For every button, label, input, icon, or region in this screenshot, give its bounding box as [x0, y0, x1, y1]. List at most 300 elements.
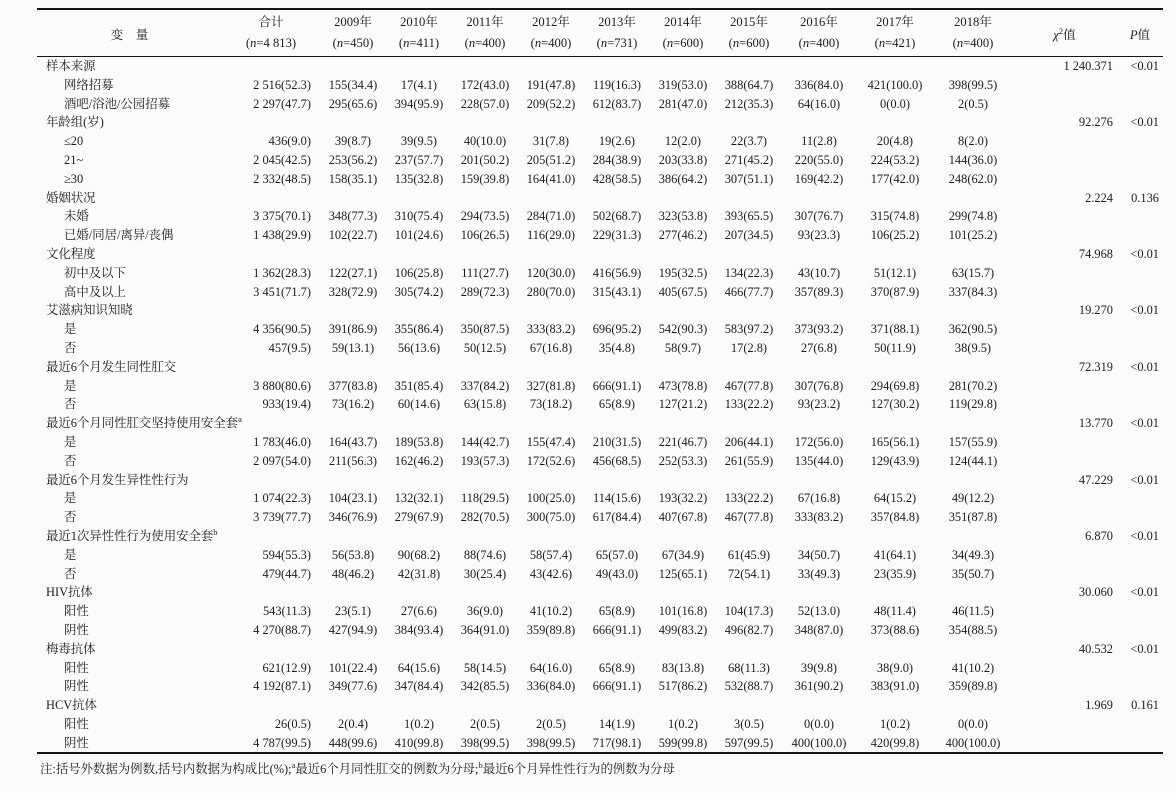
- data-cell: 386(64.2): [658, 171, 708, 186]
- data-cell: 90(68.2): [397, 547, 441, 562]
- year-column-header: [716, 9, 782, 57]
- data-cell: 125(65.1): [658, 566, 708, 581]
- row-label: [37, 471, 222, 490]
- row-label-text: HIV抗体: [46, 585, 93, 600]
- data-cell: [856, 113, 934, 132]
- data-cell: [716, 57, 782, 76]
- data-cell: 2 045(42.5): [253, 152, 311, 167]
- chi-square-cell: [1012, 151, 1117, 170]
- row-label-text: 酒吧/浴池/公园招募: [64, 96, 171, 111]
- data-cell: [518, 583, 584, 602]
- chi-square-cell: [1012, 320, 1117, 339]
- data-cell: 348(77.3): [328, 209, 378, 224]
- data-cell: 307(76.7): [794, 209, 844, 224]
- data-cell: 26(0.5): [274, 716, 311, 731]
- data-cell: 67(16.8): [797, 491, 841, 506]
- data-cell: [518, 189, 584, 208]
- data-cell: 4 192(87.1): [253, 679, 311, 694]
- year-column-header: [518, 9, 584, 57]
- data-cell: 42(31.8): [397, 566, 441, 581]
- data-cell: 1(0.2): [668, 716, 698, 731]
- p-value-cell: [1117, 207, 1163, 226]
- data-cell: 350(87.5): [460, 322, 510, 337]
- data-cell: 17(4.1): [400, 77, 438, 92]
- row-label: [37, 95, 222, 114]
- data-cell: 206(44.1): [724, 434, 774, 449]
- data-cell: 119(29.8): [948, 397, 998, 412]
- data-cell: 1(0.2): [880, 716, 910, 731]
- row-label: [37, 377, 222, 396]
- data-cell: 111(27.7): [461, 265, 509, 280]
- data-cell: 40(10.0): [463, 134, 507, 149]
- data-cell: 294(69.8): [870, 378, 920, 393]
- data-cell: 133(22.2): [724, 397, 774, 412]
- data-cell: 333(83.2): [794, 510, 844, 525]
- chi-square-cell: [1012, 226, 1117, 245]
- row-label-text: 是: [64, 547, 77, 562]
- data-cell: 224(53.2): [870, 152, 920, 167]
- data-row: [37, 452, 1163, 471]
- data-cell: [934, 640, 1012, 659]
- data-cell: [650, 696, 716, 715]
- data-row: [37, 677, 1163, 696]
- data-cell: [716, 301, 782, 320]
- data-cell: 68(11.3): [728, 660, 770, 675]
- row-label: [37, 452, 222, 471]
- p-value-cell: [1117, 715, 1163, 734]
- data-cell: 300(75.0): [526, 510, 576, 525]
- data-cell: 479(44.7): [262, 566, 311, 581]
- p-value-cell: <0.01: [1130, 416, 1159, 431]
- data-cell: 0(0.0): [958, 716, 988, 731]
- data-cell: [856, 57, 934, 76]
- row-label-text: 初中及以下: [64, 265, 126, 280]
- data-cell: [856, 527, 934, 546]
- data-cell: [452, 583, 518, 602]
- row-label-text: 阴性: [64, 622, 89, 637]
- data-cell: 164(43.7): [328, 434, 378, 449]
- data-cell: [584, 113, 650, 132]
- data-cell: [856, 471, 934, 490]
- data-cell: 191(47.8): [526, 77, 576, 92]
- data-cell: 348(87.0): [794, 622, 844, 637]
- data-cell: [856, 189, 934, 208]
- row-label-text: 最近6个月发生异性性行为: [46, 472, 189, 487]
- data-row: [37, 283, 1163, 302]
- row-label-text: 否: [64, 397, 77, 412]
- data-cell: [518, 640, 584, 659]
- data-cell: [222, 189, 320, 208]
- data-row: [37, 602, 1163, 621]
- column-label: 合计: [258, 15, 284, 29]
- data-cell: 118(29.5): [460, 491, 510, 506]
- data-cell: [782, 358, 856, 377]
- data-cell: [222, 583, 320, 602]
- data-cell: 351(87.8): [948, 510, 998, 525]
- data-cell: [584, 414, 650, 433]
- footnote-marker: a: [291, 760, 296, 771]
- data-cell: 22(3.7): [730, 134, 768, 149]
- data-cell: 1 362(28.3): [253, 265, 311, 280]
- data-cell: 370(87.9): [870, 284, 920, 299]
- data-cell: 127(21.2): [658, 397, 708, 412]
- data-cell: [320, 358, 386, 377]
- data-cell: [452, 113, 518, 132]
- data-cell: [782, 245, 856, 264]
- category-row: [37, 414, 1163, 433]
- data-cell: 144(36.0): [948, 152, 998, 167]
- data-cell: 388(64.7): [724, 77, 774, 92]
- data-cell: 56(53.8): [331, 547, 375, 562]
- data-cell: [716, 640, 782, 659]
- data-cell: [934, 189, 1012, 208]
- row-label: [37, 170, 222, 189]
- p-value-cell: 0.136: [1131, 190, 1159, 205]
- column-label: 2010年: [400, 15, 438, 29]
- data-row: [37, 565, 1163, 584]
- column-n-count: (n=400): [952, 36, 994, 50]
- column-label: 2015年: [730, 15, 768, 29]
- data-cell: 696(95.2): [592, 322, 642, 337]
- data-cell: 2 516(52.3): [253, 77, 311, 92]
- data-cell: 33(49.3): [797, 566, 841, 581]
- data-cell: 122(27.1): [328, 265, 378, 280]
- data-cell: 209(52.2): [526, 96, 576, 111]
- data-cell: 31(7.8): [532, 134, 570, 149]
- statistics-table-wrap: [37, 8, 1163, 754]
- data-cell: [222, 640, 320, 659]
- data-cell: 933(19.4): [262, 397, 311, 412]
- data-row: [37, 264, 1163, 283]
- data-cell: 594(55.3): [262, 547, 311, 562]
- year-column-header: [650, 9, 716, 57]
- chi-square-cell: [1012, 565, 1117, 584]
- data-cell: 666(91.1): [592, 378, 642, 393]
- row-label: [37, 583, 222, 602]
- chi-square-cell: 30.060: [1078, 585, 1113, 600]
- data-cell: 60(14.6): [397, 397, 441, 412]
- data-cell: 64(15.2): [873, 491, 917, 506]
- row-label: [37, 339, 222, 358]
- row-label: [37, 76, 222, 95]
- data-cell: 391(86.9): [328, 322, 378, 337]
- data-cell: 467(77.8): [724, 510, 774, 525]
- p-value-cell: <0.01: [1130, 246, 1159, 261]
- data-row: [37, 339, 1163, 358]
- data-row: [37, 433, 1163, 452]
- data-cell: [222, 471, 320, 490]
- p-value-cell: [1117, 602, 1163, 621]
- data-cell: 177(42.0): [870, 171, 920, 186]
- data-cell: 362(90.5): [948, 322, 998, 337]
- row-label: [37, 734, 222, 754]
- data-cell: [782, 527, 856, 546]
- p-value-cell: <0.01: [1130, 528, 1159, 543]
- data-cell: 357(84.8): [870, 510, 920, 525]
- data-cell: [716, 113, 782, 132]
- data-cell: 284(38.9): [592, 152, 642, 167]
- row-label-text: HCV抗体: [46, 698, 97, 713]
- chi-square-cell: [1012, 283, 1117, 302]
- data-cell: 384(93.4): [394, 622, 444, 637]
- data-cell: 48(46.2): [331, 566, 375, 581]
- chi-square-cell: 6.870: [1085, 528, 1113, 543]
- p-value-cell: [1117, 677, 1163, 696]
- data-cell: 41(10.2): [951, 660, 995, 675]
- data-cell: [320, 696, 386, 715]
- row-label-text: 阳性: [64, 716, 89, 731]
- data-cell: 4 270(88.7): [253, 622, 311, 637]
- row-label: [37, 113, 222, 132]
- data-row: [37, 546, 1163, 565]
- data-cell: [386, 696, 452, 715]
- data-cell: 120(30.0): [526, 265, 576, 280]
- row-label: [37, 527, 222, 546]
- chi-square-cell: [1012, 452, 1117, 471]
- data-cell: [386, 57, 452, 76]
- data-cell: 717(98.1): [592, 735, 642, 750]
- data-cell: 310(75.4): [394, 209, 444, 224]
- data-cell: 104(17.3): [724, 604, 774, 619]
- data-row: [37, 734, 1163, 754]
- row-label-text: 网络招募: [64, 77, 114, 92]
- data-cell: [650, 640, 716, 659]
- row-label: [37, 696, 222, 715]
- data-cell: 83(13.8): [661, 660, 705, 675]
- chi-square-cell: [1012, 95, 1117, 114]
- data-cell: [518, 414, 584, 433]
- data-cell: 398(99.5): [948, 77, 998, 92]
- data-cell: [716, 527, 782, 546]
- data-cell: [782, 414, 856, 433]
- footnote-marker: b: [213, 526, 218, 537]
- data-cell: 336(84.0): [794, 77, 844, 92]
- year-column-header: [452, 9, 518, 57]
- data-cell: [650, 245, 716, 264]
- data-cell: [716, 414, 782, 433]
- data-cell: 102(22.7): [328, 228, 378, 243]
- data-cell: 41(64.1): [873, 547, 917, 562]
- data-cell: 35(4.8): [598, 340, 636, 355]
- data-row: [37, 95, 1163, 114]
- category-row: [37, 189, 1163, 208]
- data-cell: [650, 113, 716, 132]
- category-row: [37, 471, 1163, 490]
- data-cell: 1 438(29.9): [253, 228, 311, 243]
- p-value-cell: 0.161: [1131, 698, 1159, 713]
- data-cell: 172(56.0): [794, 434, 844, 449]
- chi-square-cell: 13.770: [1078, 416, 1113, 431]
- data-cell: 65(8.9): [598, 660, 636, 675]
- data-row: [37, 226, 1163, 245]
- column-label: 2016年: [800, 15, 838, 29]
- data-cell: 4 787(99.5): [253, 735, 311, 750]
- data-cell: [584, 527, 650, 546]
- footnote-marker: a: [238, 414, 242, 425]
- data-cell: 39(9.8): [800, 660, 838, 675]
- data-cell: 237(57.7): [394, 152, 444, 167]
- chi-square-cell: [1012, 377, 1117, 396]
- row-label-text: 否: [64, 340, 77, 355]
- chi-square-cell: [1012, 508, 1117, 527]
- data-cell: 3 451(71.7): [253, 284, 311, 299]
- chi-square-cell: 72.319: [1078, 359, 1113, 374]
- table-footnote: [37, 761, 1163, 777]
- data-cell: [452, 640, 518, 659]
- data-cell: [650, 414, 716, 433]
- chi-square-cell: [1012, 395, 1117, 414]
- p-value-cell: [1117, 734, 1163, 754]
- data-cell: [452, 57, 518, 76]
- p-value-cell: [1117, 508, 1163, 527]
- data-cell: 193(32.2): [658, 491, 708, 506]
- data-cell: [934, 301, 1012, 320]
- data-cell: 43(10.7): [797, 265, 841, 280]
- category-row: [37, 527, 1163, 546]
- data-cell: 8(2.0): [958, 134, 988, 149]
- row-label-text: 已婚/同居/离异/丧偶: [64, 228, 174, 243]
- data-row: [37, 151, 1163, 170]
- data-cell: 58(14.5): [463, 660, 507, 675]
- data-cell: [782, 471, 856, 490]
- data-cell: 333(83.2): [526, 322, 576, 337]
- data-cell: 27(6.6): [400, 604, 438, 619]
- data-cell: 63(15.8): [463, 397, 507, 412]
- data-cell: [320, 301, 386, 320]
- data-cell: 11(2.8): [801, 134, 837, 149]
- category-row: [37, 583, 1163, 602]
- column-label: 2018年: [954, 15, 992, 29]
- data-cell: 371(88.1): [870, 322, 920, 337]
- p-value-cell: <0.01: [1130, 641, 1159, 656]
- data-cell: [222, 527, 320, 546]
- chi-square-cell: 74.968: [1078, 246, 1113, 261]
- data-cell: [584, 696, 650, 715]
- row-label: [37, 358, 222, 377]
- column-label: 2013年: [598, 15, 636, 29]
- data-cell: [650, 583, 716, 602]
- data-cell: 599(99.8): [658, 735, 708, 750]
- data-cell: 347(84.4): [394, 679, 444, 694]
- row-label: [37, 207, 222, 226]
- data-cell: 3 739(77.7): [253, 510, 311, 525]
- row-label: [37, 226, 222, 245]
- data-cell: [716, 696, 782, 715]
- data-cell: [386, 113, 452, 132]
- data-cell: 101(22.4): [328, 660, 378, 675]
- data-cell: 106(25.8): [394, 265, 444, 280]
- p-value-cell: <0.01: [1130, 585, 1159, 600]
- data-cell: 666(91.1): [592, 622, 642, 637]
- data-cell: [386, 640, 452, 659]
- data-cell: 56(13.6): [397, 340, 441, 355]
- data-cell: 207(34.5): [724, 228, 774, 243]
- data-cell: [320, 113, 386, 132]
- data-cell: 52(13.0): [797, 604, 841, 619]
- data-cell: 261(55.9): [724, 453, 774, 468]
- data-cell: 416(56.9): [592, 265, 642, 280]
- data-cell: 323(53.8): [658, 209, 708, 224]
- data-cell: 203(33.8): [658, 152, 708, 167]
- data-cell: [584, 189, 650, 208]
- data-cell: 2(0.4): [338, 716, 368, 731]
- data-cell: 583(97.2): [724, 322, 774, 337]
- data-cell: [782, 640, 856, 659]
- data-cell: [320, 57, 386, 76]
- data-cell: 144(42.7): [460, 434, 510, 449]
- column-n-count: (n=600): [728, 36, 770, 50]
- data-cell: 0(0.0): [880, 96, 910, 111]
- row-label: [37, 489, 222, 508]
- data-cell: 127(30.2): [870, 397, 920, 412]
- data-cell: 101(24.6): [394, 228, 444, 243]
- column-n-count: (n=4 813): [245, 36, 297, 50]
- data-cell: [518, 527, 584, 546]
- p-value-cell: [1117, 226, 1163, 245]
- p-value-cell: [1117, 489, 1163, 508]
- row-label-text: 阳性: [64, 660, 89, 675]
- data-cell: 337(84.3): [948, 284, 998, 299]
- data-cell: 93(23.2): [797, 397, 841, 412]
- data-cell: [650, 527, 716, 546]
- data-cell: [222, 57, 320, 76]
- data-cell: 467(77.8): [724, 378, 774, 393]
- row-label-text: 否: [64, 566, 77, 581]
- row-label-text: 最近6个月发生同性肛交: [46, 359, 177, 374]
- data-cell: 35(50.7): [951, 566, 995, 581]
- data-cell: 346(76.9): [328, 510, 378, 525]
- chi-square-cell: 1 240.371: [1063, 59, 1113, 73]
- data-cell: [452, 471, 518, 490]
- data-cell: [584, 245, 650, 264]
- data-cell: 67(34.9): [661, 547, 705, 562]
- p-value-cell: [1117, 76, 1163, 95]
- data-cell: 34(49.3): [951, 547, 995, 562]
- data-cell: [518, 113, 584, 132]
- data-cell: 228(57.0): [460, 96, 510, 111]
- data-cell: 14(1.9): [598, 716, 636, 731]
- year-column-header: [856, 9, 934, 57]
- chi-square-cell: [1012, 170, 1117, 189]
- data-cell: [222, 301, 320, 320]
- data-cell: 38(9.5): [954, 340, 992, 355]
- year-column-header: [934, 9, 1012, 57]
- row-label-text: 是: [64, 491, 77, 506]
- data-cell: [452, 189, 518, 208]
- p-value-cell: [1117, 320, 1163, 339]
- data-cell: 65(8.9): [598, 604, 636, 619]
- data-cell: 50(11.9): [874, 340, 916, 355]
- data-cell: 133(22.2): [724, 491, 774, 506]
- data-row: [37, 489, 1163, 508]
- data-cell: 27(6.8): [800, 340, 838, 355]
- data-cell: 393(65.5): [724, 209, 774, 224]
- data-cell: 41(10.2): [529, 604, 573, 619]
- chi-square-cell: [1012, 734, 1117, 754]
- row-label: [37, 677, 222, 696]
- chi-square-cell: [1012, 677, 1117, 696]
- data-cell: 517(86.2): [658, 679, 708, 694]
- column-label: 2009年: [334, 15, 372, 29]
- data-cell: [320, 471, 386, 490]
- data-cell: [934, 358, 1012, 377]
- data-cell: 499(83.2): [658, 622, 708, 637]
- chi-square-cell: 40.532: [1078, 641, 1113, 656]
- row-label-text: 未婚: [64, 209, 89, 224]
- data-cell: [650, 189, 716, 208]
- data-cell: [856, 640, 934, 659]
- data-cell: 337(84.2): [460, 378, 510, 393]
